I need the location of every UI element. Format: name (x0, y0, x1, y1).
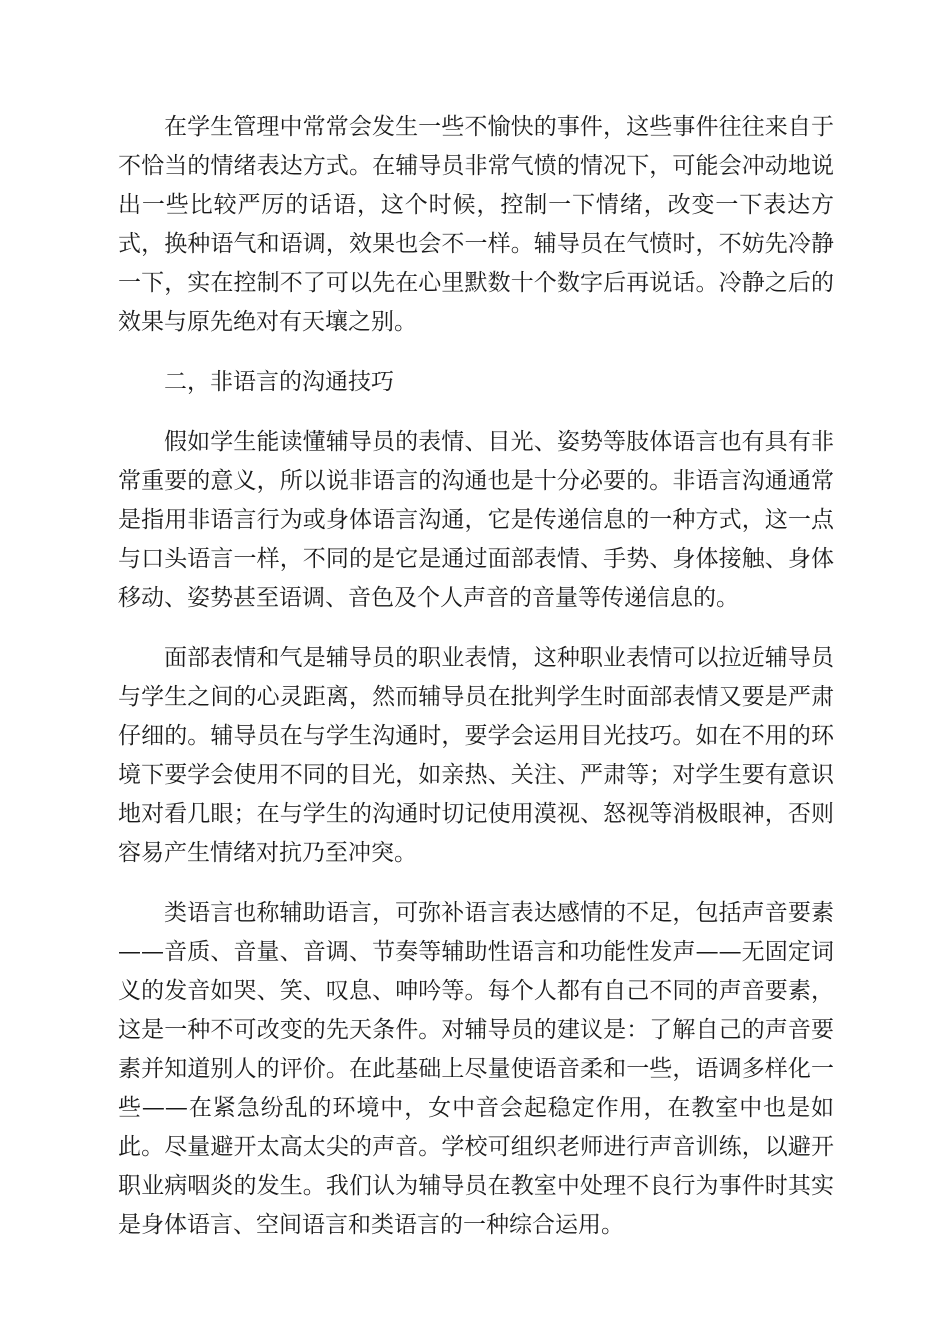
document-page (118, 108, 834, 1266)
paragraph-emotion-control: 在学生管理中常常会发生一些不愉快的事件，这些事件往往来自于不恰当的情绪表达方式。在辅导员非常气愤的情况下，可能会冲动地说出一些比较严厉的话语，这个时候，控制一下情绪，改变一下表达方式，换种语气和语调，效果也会不一样。辅导员在气愤时，不妨先冷静一下，实在控制不了可以先在心里默数十个数字后再说话。冷静之后的效果与原先绝对有天壤之别。 (118, 114, 834, 335)
paragraph-facial-expression: 面部表情和气是辅导员的职业表情，这种职业表情可以拉近辅导员与学生之间的心灵距离，然而辅导员在批判学生时面部表情又要是严肃仔细的。辅导员在与学生沟通时，要学会运用目光技巧。如在不用的环境下要学会使用不同的目光，如亲热、关注、严肃等；对学生要有意识地对看几眼；在与学生的沟通时切记使用漠视、怒视等消极眼神，否则容易产生情绪对抗乃至冲突。 (118, 645, 834, 866)
section-heading-nonverbal: 二，非语言的沟通技巧 (164, 369, 394, 395)
paragraph-nonverbal-intro: 假如学生能读懂辅导员的表情、目光、姿势等肢体语言也有具有非常重要的意义，所以说非语言的沟通也是十分必要的。非语言沟通通常是指用非语言行为或身体语言沟通，它是传递信息的一种方式，这一点与口头语言一样，不同的是它是通过面部表情、手势、身体接触、身体移动、姿势甚至语调、音色及个人声音的音量等传递信息的。 (118, 429, 834, 611)
paragraph-paralanguage: 类语言也称辅助语言，可弥补语言表达感情的不足，包括声音要素——音质、音量、音调、节奏等辅助性语言和功能性发声——无固定词义的发音如哭、笑、叹息、呻吟等。每个人都有自己不同的声音要素，这是一种不可改变的先天条件。对辅导员的建议是：了解自己的声音要素并知道别人的评价。在此基础上尽量使语音柔和一些，语调多样化一些——在紧急纷乱的环境中，女中音会起稳定作用，在教室中也是如此。尽量避开太高太尖的声音。学校可组织老师进行声音训练，以避开职业病咽炎的发生。我们认为辅导员在教室中处理不良行为事件时其实是身体语言、空间语言和类语言的一种综合运用。 (118, 900, 834, 1238)
